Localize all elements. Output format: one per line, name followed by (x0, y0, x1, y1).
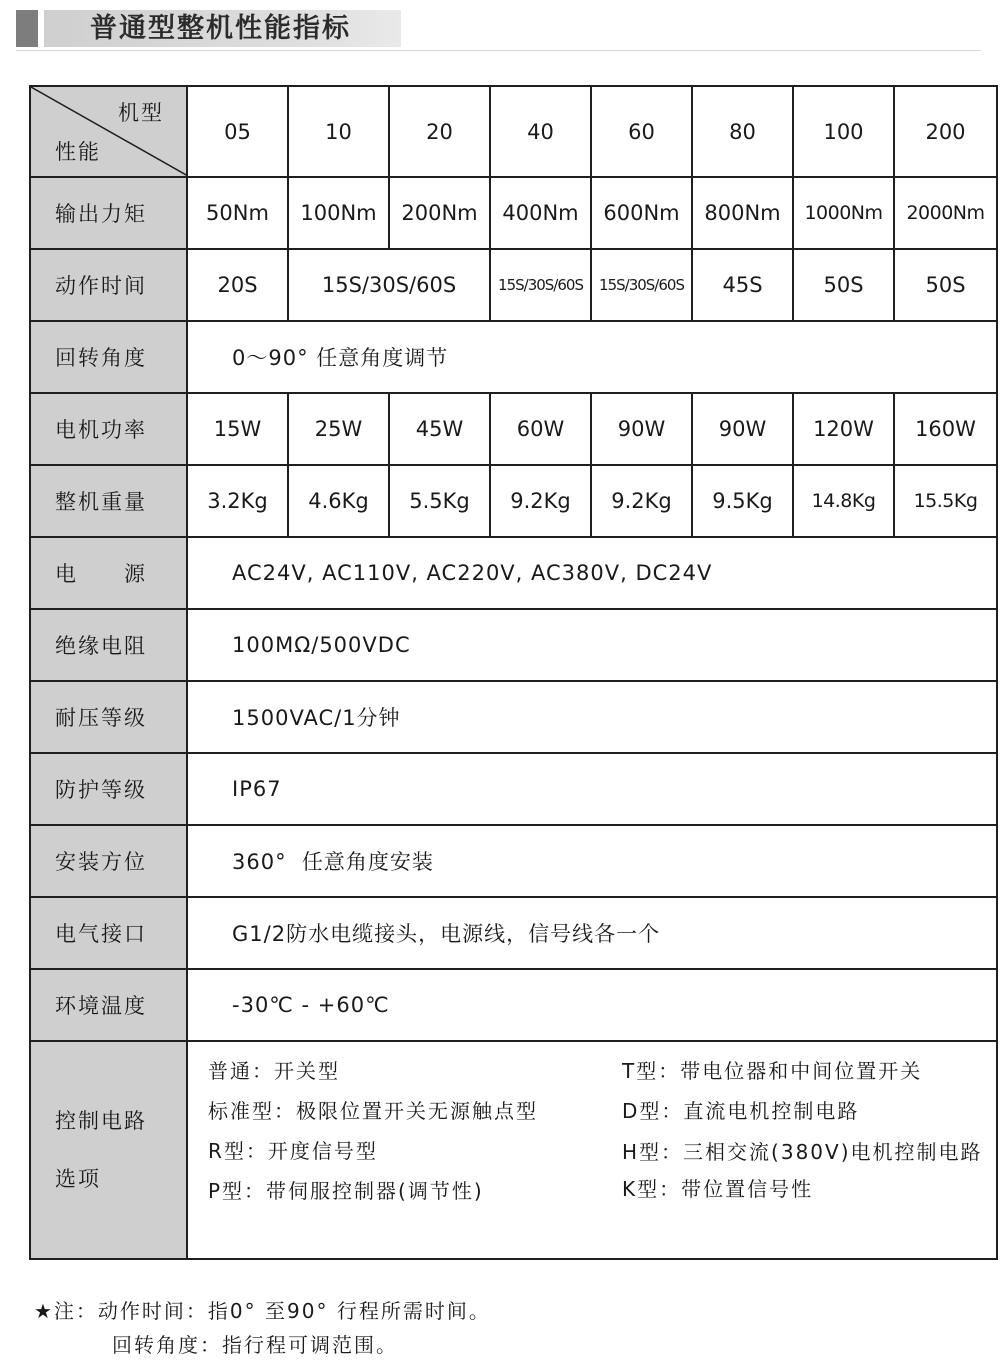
row-label: 安装方位 (30, 825, 187, 897)
action-time-row (30, 249, 997, 321)
row-label: 耐压等级 (30, 681, 187, 753)
model-row (30, 86, 997, 177)
temperature-value: -30℃ - +60℃ (187, 969, 997, 1041)
row-label: 回转角度 (30, 321, 187, 393)
motor-power-cell: 90W (591, 393, 692, 465)
control-option: 普通：开关型 (208, 1059, 340, 1083)
weight-cell: 15.5Kg (894, 465, 997, 537)
protection-row (30, 753, 997, 825)
action-time-cell: 50S (793, 249, 894, 321)
weight-cell: 3.2Kg (187, 465, 288, 537)
motor-power-cell: 160W (894, 393, 997, 465)
control-option: R型：开度信号型 (208, 1139, 378, 1163)
row-label: 绝缘电阻 (30, 609, 187, 681)
weight-cell: 9.2Kg (490, 465, 591, 537)
model-cell: 40 (490, 86, 591, 177)
interface-row (30, 897, 997, 969)
withstand-value: 1500VAC/1分钟 (187, 681, 997, 753)
weight-cell: 9.5Kg (692, 465, 793, 537)
corner-cell (30, 86, 187, 177)
row-label: 电气接口 (30, 897, 187, 969)
weight-cell: 14.8Kg (793, 465, 894, 537)
note-action-time: ★注：动作时间：指0° 至90° 行程所需时间。 (34, 1299, 491, 1323)
torque-cell: 2000Nm (894, 177, 997, 249)
corner-model-label: 机型 (118, 101, 164, 125)
motor-power-cell: 120W (793, 393, 894, 465)
header-marker (16, 10, 38, 47)
rotation-row (30, 321, 997, 393)
control-label-line1: 控制电路 (55, 1109, 147, 1133)
power-supply-row (30, 537, 997, 609)
torque-cell: 400Nm (490, 177, 591, 249)
weight-cell: 9.2Kg (591, 465, 692, 537)
weight-cell: 4.6Kg (288, 465, 389, 537)
model-cell: 20 (389, 86, 490, 177)
motor-power-cell: 60W (490, 393, 591, 465)
control-option: T型：带电位器和中间位置开关 (622, 1059, 923, 1083)
motor-power-cell: 25W (288, 393, 389, 465)
torque-row (30, 177, 997, 249)
motor-power-cell: 90W (692, 393, 793, 465)
row-label: 防护等级 (30, 753, 187, 825)
torque-cell: 200Nm (389, 177, 490, 249)
control-option: H型：三相交流(380V)电机控制电路 (622, 1140, 983, 1164)
control-options-right (622, 1058, 992, 1216)
control-option: K型：带位置信号性 (622, 1177, 814, 1201)
action-time-cell: 50S (894, 249, 997, 321)
control-label-line2: 选项 (55, 1167, 101, 1191)
motor-power-cell: 15W (187, 393, 288, 465)
control-option: 标准型：极限位置开关无源触点型 (208, 1099, 538, 1123)
model-cell: 05 (187, 86, 288, 177)
temperature-row (30, 969, 997, 1041)
row-label: 整机重量 (30, 465, 187, 537)
weight-cell: 5.5Kg (389, 465, 490, 537)
row-label: 输出力矩 (30, 177, 187, 249)
control-option: P型：带伺服控制器(调节性) (208, 1179, 484, 1203)
torque-cell: 100Nm (288, 177, 389, 249)
mounting-row (30, 825, 997, 897)
insulation-row (30, 609, 997, 681)
control-options-cell (187, 1041, 997, 1259)
corner-performance-label: 性能 (55, 140, 101, 164)
control-options-left (208, 1058, 608, 1218)
control-option: D型：直流电机控制电路 (622, 1099, 860, 1123)
row-label: 动作时间 (30, 249, 187, 321)
power-supply-value: AC24V, AC110V, AC220V, AC380V, DC24V (187, 537, 997, 609)
weight-row (30, 465, 997, 537)
row-label: 电 源 (30, 537, 187, 609)
header-divider (16, 50, 981, 51)
rotation-value: 0～90° 任意角度调节 (187, 321, 997, 393)
protection-value: IP67 (187, 753, 997, 825)
action-time-cell: 15S/30S/60S (591, 249, 692, 321)
note-rotation: 回转角度：指行程可调范围。 (112, 1333, 398, 1357)
withstand-row (30, 681, 997, 753)
torque-cell: 1000Nm (793, 177, 894, 249)
insulation-value: 100MΩ/500VDC (187, 609, 997, 681)
torque-cell: 800Nm (692, 177, 793, 249)
page-title: 普通型整机性能指标 (90, 13, 351, 44)
action-time-cell: 45S (692, 249, 793, 321)
model-cell: 10 (288, 86, 389, 177)
torque-cell: 600Nm (591, 177, 692, 249)
action-time-cell: 15S/30S/60S (490, 249, 591, 321)
model-cell: 80 (692, 86, 793, 177)
spec-table (29, 85, 998, 1260)
control-row (30, 1041, 997, 1259)
model-cell: 60 (591, 86, 692, 177)
row-label: 环境温度 (30, 969, 187, 1041)
section-header (16, 10, 401, 47)
action-time-cell: 15S/30S/60S (288, 249, 490, 321)
model-cell: 100 (793, 86, 894, 177)
motor-power-cell: 45W (389, 393, 490, 465)
action-time-cell: 20S (187, 249, 288, 321)
footnotes (34, 1294, 491, 1362)
mounting-value: 360° 任意角度安装 (187, 825, 997, 897)
row-label: 电机功率 (30, 393, 187, 465)
motor-power-row (30, 393, 997, 465)
model-cell: 200 (894, 86, 997, 177)
interface-value: G1/2防水电缆接头，电源线，信号线各一个 (187, 897, 997, 969)
torque-cell: 50Nm (187, 177, 288, 249)
control-label-cell (30, 1041, 187, 1259)
